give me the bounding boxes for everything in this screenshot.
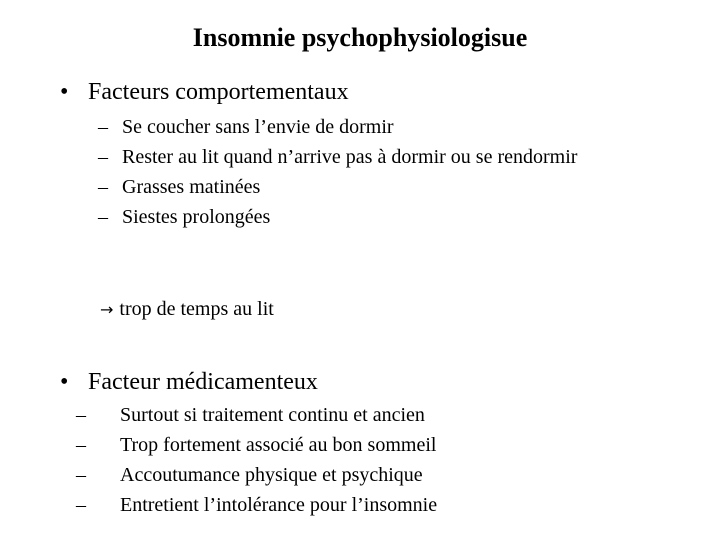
dash-marker: – (76, 434, 86, 456)
list-item-text: Entretient l’intolérance pour l’insomnie (120, 494, 438, 516)
bullet-dot: • (60, 369, 69, 395)
dash-marker: – (98, 206, 108, 228)
dash-marker: – (76, 464, 86, 486)
dash-marker: – (98, 176, 108, 198)
list-item (76, 490, 636, 520)
bullet-dot: • (60, 79, 69, 105)
list-item (98, 172, 618, 202)
dash-marker: – (98, 116, 108, 138)
list-item-text: Rester au lit quand n’arrive pas à dormir ou se rendormir (122, 146, 578, 168)
sublist-medicamenteux (76, 400, 636, 520)
list-item (76, 400, 636, 430)
list-item-text: Surtout si traitement continu et ancien (120, 404, 425, 426)
list-item-text: Siestes prolongées (122, 206, 271, 228)
list-item (98, 112, 618, 142)
slide-title: Insomnie psychophysiologisue (192, 23, 528, 52)
list-item-text: Accoutumance physique et psychique (120, 464, 423, 486)
list-item (76, 460, 636, 490)
dash-marker: – (98, 146, 108, 168)
list-item (98, 142, 618, 172)
conclusion-text: trop de temps au lit (119, 298, 274, 320)
conclusion-line (100, 294, 274, 325)
sublist-comportementaux (98, 112, 618, 232)
dash-marker: – (76, 494, 86, 516)
list-item (98, 202, 618, 232)
list-item (76, 430, 636, 460)
arrow-right-icon: → (100, 300, 114, 319)
list-item-text: Trop fortement associé au bon sommeil (120, 434, 437, 456)
list-item-text: Se coucher sans l’envie de dormir (122, 116, 394, 138)
bullet-facteurs-comportementaux (60, 76, 349, 108)
list-item-text: Grasses matinées (122, 176, 261, 198)
bullet-facteur-medicamenteux (60, 366, 318, 398)
dash-marker: – (76, 404, 86, 426)
section-heading: Facteur médicamenteux (88, 369, 318, 395)
section-heading: Facteurs comportementaux (88, 79, 349, 105)
